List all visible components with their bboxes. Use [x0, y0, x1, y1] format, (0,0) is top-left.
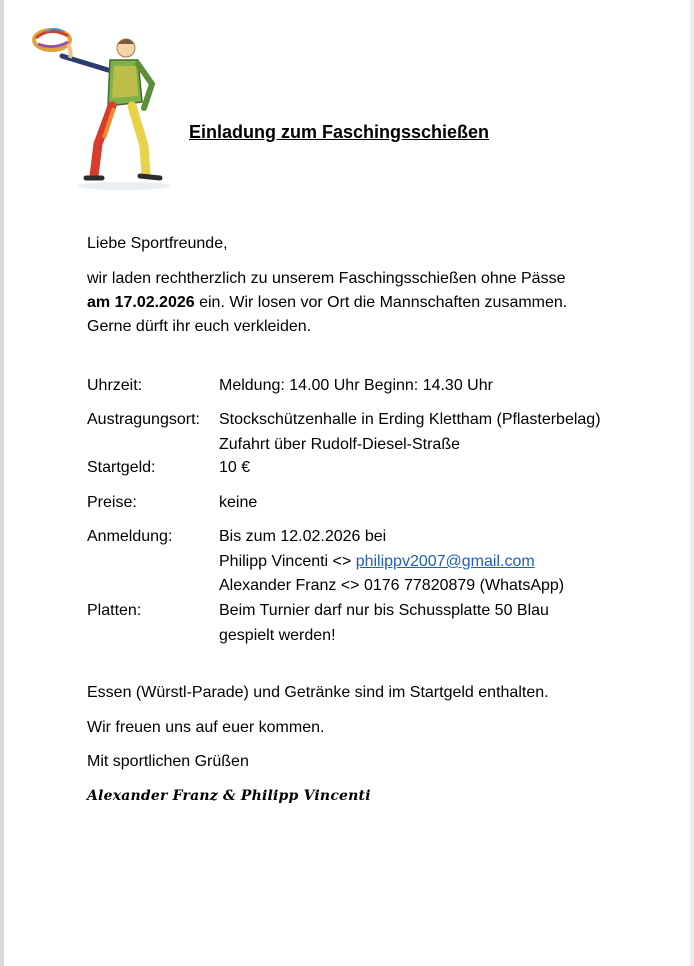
intro-line-2	[87, 292, 567, 314]
venue-label: Austragungsort:	[87, 411, 200, 428]
intro-line-2-rest: ein. Wir losen vor Ort die Mannschaften zusammen.	[194, 294, 568, 311]
registration-contact-1	[219, 550, 535, 574]
registration-label: Anmeldung:	[87, 528, 173, 545]
greeting: Liebe Sportfreunde,	[87, 235, 228, 252]
intro-line-1: wir laden rechtherzlich zu unserem Faschingsschießen ohne Pässe	[87, 270, 566, 287]
event-date: am 17.02.2026	[87, 294, 195, 311]
venue-access: Zufahrt über Rudolf-Diesel-Straße	[219, 436, 460, 453]
time-value: Meldung: 14.00 Uhr Beginn: 14.30 Uhr	[219, 377, 493, 394]
food-note: Essen (Würstl-Parade) und Getränke sind im Startgeld enthalten.	[87, 684, 549, 701]
signature: Alexander Franz & Philipp Vincenti	[87, 788, 371, 804]
registration-deadline: Bis zum 12.02.2026 bei	[219, 528, 387, 545]
page-title: Einladung zum Faschingsschießen	[189, 122, 490, 142]
venue-value: Stockschützenhalle in Erding Klettham (Pflasterbelag)	[219, 411, 601, 428]
fee-label: Startgeld:	[87, 459, 156, 476]
intro-line-3: Gerne dürft ihr euch verkleiden.	[87, 318, 312, 335]
regards: Mit sportlichen Grüßen	[87, 753, 249, 770]
time-label: Uhrzeit:	[87, 377, 143, 394]
looking-forward: Wir freuen uns auf euer kommen.	[87, 719, 325, 736]
prizes-value: keine	[219, 494, 258, 511]
stockschuetze-illustration	[28, 26, 176, 194]
registration-contact-2: Alexander Franz <> 0176 77820879 (WhatsApp)	[219, 577, 565, 594]
plates-label: Platten:	[87, 602, 142, 619]
email-link[interactable]: philippv2007@gmail.com	[355, 553, 535, 570]
plates-value-2: gespielt werden!	[219, 627, 336, 644]
plates-value-1: Beim Turnier darf nur bis Schussplatte 50 Blau	[219, 602, 549, 619]
contact-1-name: Philipp Vincenti <>	[219, 553, 356, 570]
fee-value: 10 €	[219, 459, 251, 476]
prizes-label: Preise:	[87, 494, 137, 511]
